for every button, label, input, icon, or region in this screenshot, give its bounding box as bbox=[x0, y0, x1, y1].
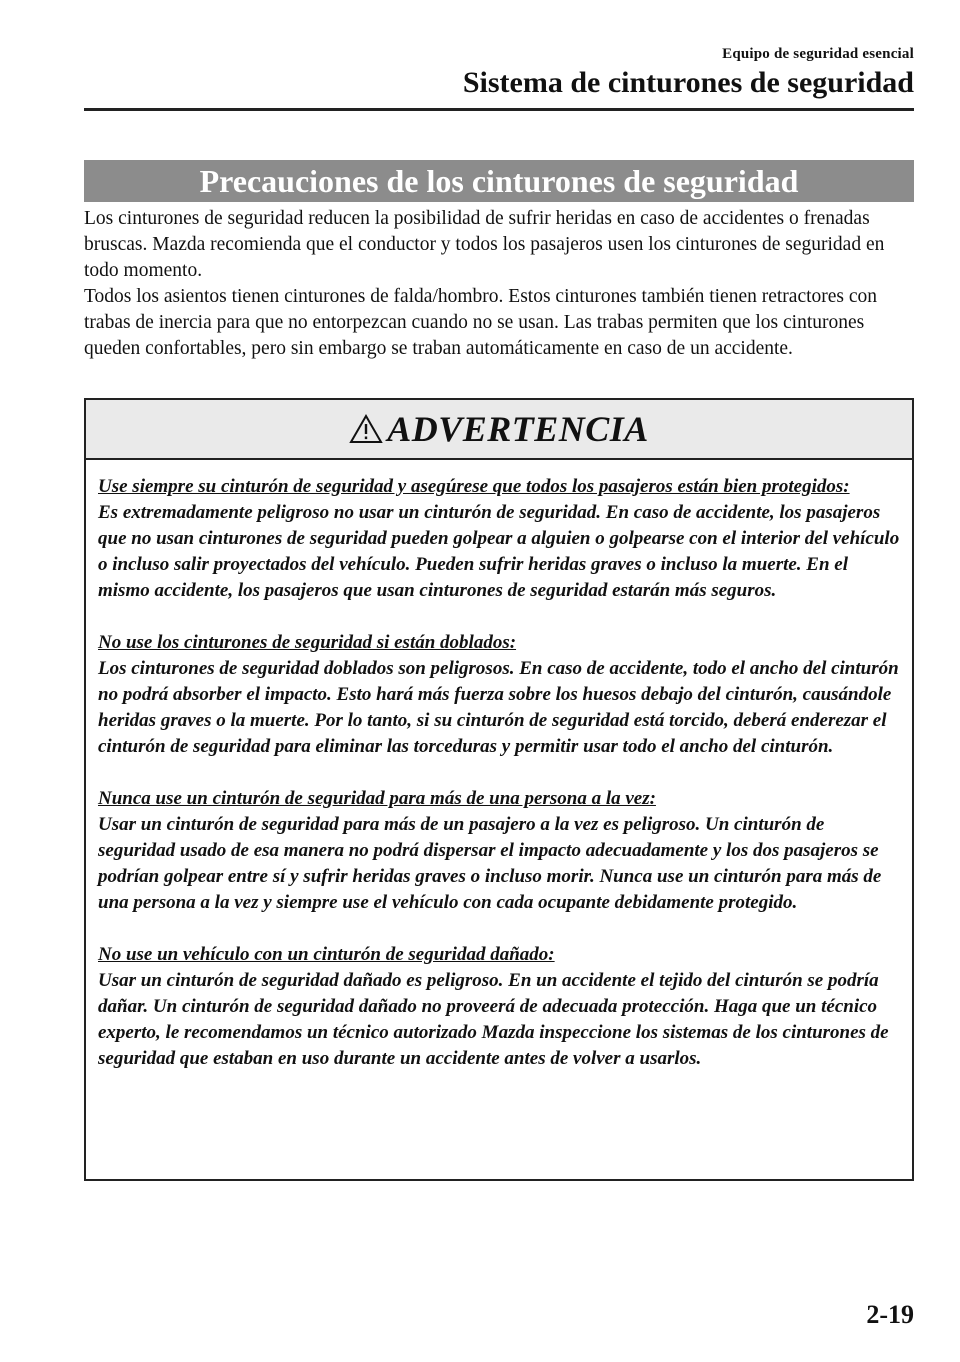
warning-item-text: Es extremadamente peligroso no usar un cinturón de seguridad. En caso de accidente, los pasajeros que no usan cinturones de seguridad pueden golpear a alguien o golpearse con el interior del vehículo o incluso salir proyectados del vehículo. Pueden sufrir heridas graves o incluso la muerte. En el mismo accidente, los pasajeros que usan cinturones de seguridad estarán más seguros. bbox=[98, 502, 900, 601]
warning-item-heading: Nunca use un cinturón de seguridad para más de una persona a la vez: bbox=[98, 788, 656, 809]
warning-item-text: Usar un cinturón de seguridad para más de un pasajero a la vez es peligroso. Un cinturón de seguridad usado de esa manera no podrá dispersar el impacto adecuadamente y los dos pasajeros se podrían golpear entre sí y sufrir heridas graves o incluso morir. Nunca use un cinturón para más de una persona a la vez y siempre use el vehículo con cada ocupante debidamente protegido. bbox=[98, 814, 882, 913]
warning-item-text: Usar un cinturón de seguridad dañado es peligroso. En un accidente el tejido del cinturón se podría dañar. Un cinturón de seguridad dañado no proveerá de adecuada protección. Haga que un técnico experto, le recomendamos un técnico autorizado Mazda inspeccione los sistemas de los cinturones de seguridad que estaban en uso durante un accidente antes de volver a usarlos. bbox=[98, 970, 889, 1069]
warning-item bbox=[98, 786, 900, 916]
warning-box bbox=[84, 398, 914, 1181]
warning-item bbox=[98, 630, 900, 760]
warning-item-heading: No use los cinturones de seguridad si están doblados: bbox=[98, 632, 517, 653]
warning-item-heading: No use un vehículo con un cinturón de seguridad dañado: bbox=[98, 944, 555, 965]
intro-text bbox=[84, 206, 894, 362]
warning-title: ADVERTENCIA bbox=[387, 409, 649, 449]
warning-header bbox=[86, 400, 912, 460]
chapter-title: Equipo de seguridad esencial bbox=[722, 46, 914, 62]
warning-item-heading: Use siempre su cinturón de seguridad y asegúrese que todos los pasajeros están bien protegidos: bbox=[98, 476, 850, 497]
intro-paragraph-2: Todos los asientos tienen cinturones de falda/hombro. Estos cinturones también tienen retractores con trabas de inercia para que no entorpezcan cuando no se usan. Las trabas permiten que los cinturones queden confortables, pero sin embargo se traban automáticamente en caso de un accidente. bbox=[84, 286, 878, 359]
warning-body bbox=[86, 460, 912, 1072]
warning-item bbox=[98, 474, 900, 604]
warning-item bbox=[98, 942, 900, 1072]
intro-paragraph-1: Los cinturones de seguridad reducen la posibilidad de sufrir heridas en caso de accidentes o frenadas bruscas. Mazda recomienda que el conductor y todos los pasajeros usen los cinturones de seguridad en todo momento. bbox=[84, 208, 885, 281]
warning-item-text: Los cinturones de seguridad doblados son peligrosos. En caso de accidente, todo el ancho del cinturón no podrá absorber el impacto. Esto hará más fuerza sobre los huesos debajo del cinturón, causándole heridas graves o la muerte. Por lo tanto, si su cinturón de seguridad está torcido, deberá enderezar el cinturón de seguridad para eliminar las torceduras y permitir usar todo el ancho del cinturón. bbox=[98, 658, 899, 757]
page-title: Precauciones de los cinturones de seguridad bbox=[84, 160, 914, 202]
header-rule bbox=[84, 108, 914, 111]
warning-triangle-icon bbox=[349, 414, 383, 444]
section-title: Sistema de cinturones de seguridad bbox=[462, 66, 914, 99]
page-number: 2-19 bbox=[866, 1300, 914, 1329]
running-header bbox=[463, 46, 914, 101]
